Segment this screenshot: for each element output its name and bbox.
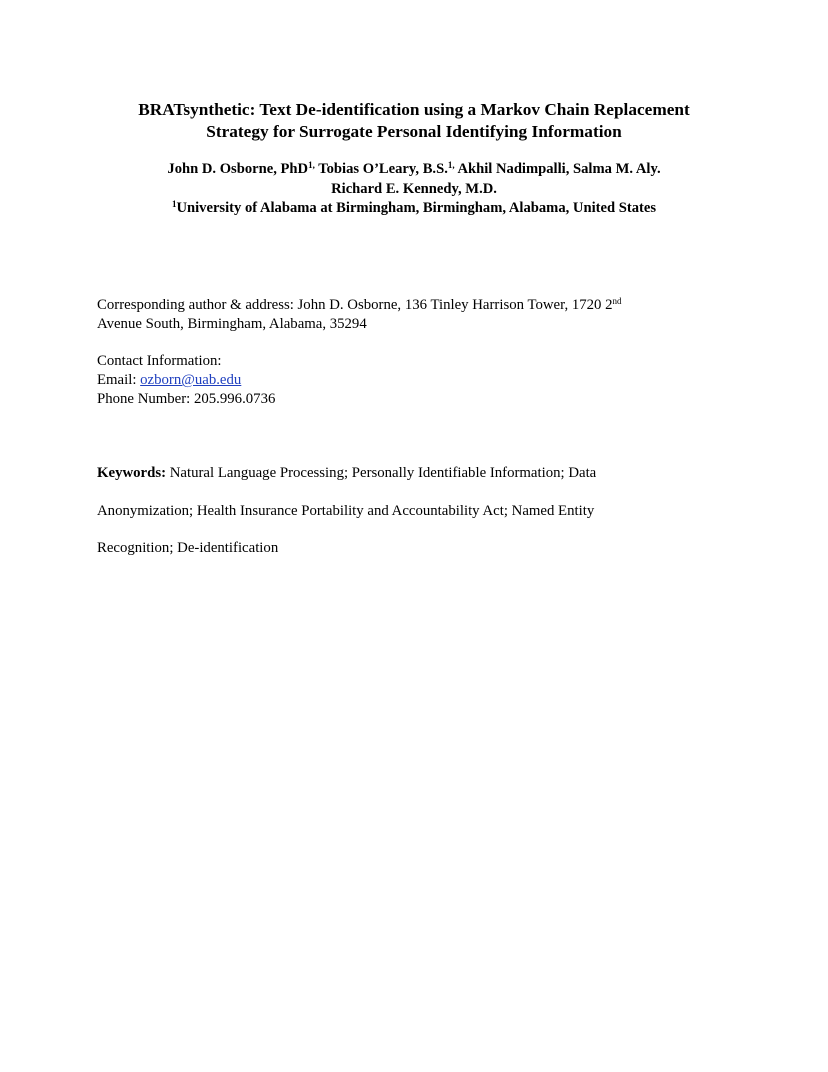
corresponding-author-block <box>97 296 737 334</box>
keywords-line-1 <box>97 464 737 483</box>
author-kennedy: Richard E. Kennedy, M.D. <box>331 180 497 197</box>
author-nadimpalli-aly: Akhil Nadimpalli, Salma M. Aly. <box>454 161 661 177</box>
title-line-1: BRATsynthetic: Text De-identification using a Markov Chain Replacement <box>138 100 690 119</box>
keywords-line-2: Anonymization; Health Insurance Portability and Accountability Act; Named Entity <box>97 502 595 519</box>
email-line <box>97 371 737 390</box>
keywords-block <box>97 464 737 577</box>
contact-block <box>97 352 737 409</box>
paper-title <box>0 99 828 143</box>
title-line-2: Strategy for Surrogate Personal Identifying Information <box>206 122 622 141</box>
author-osborne-affil-mark: 1, <box>308 160 315 170</box>
affiliation <box>0 199 828 219</box>
author-oleary: Tobias O’Leary, B.S. <box>314 161 448 177</box>
author-block <box>0 160 828 219</box>
author-osborne: John D. Osborne, PhD <box>167 161 309 177</box>
keywords-label: Keywords: <box>97 465 167 481</box>
author-line-2 <box>0 180 828 200</box>
keywords-line-3: Recognition; De-identification <box>97 540 279 556</box>
phone-line: Phone Number: 205.996.0736 <box>97 391 276 407</box>
corresponding-line-2: Avenue South, Birmingham, Alabama, 35294 <box>97 316 367 332</box>
corresponding-line-1 <box>97 296 737 315</box>
contact-heading: Contact Information: <box>97 353 222 369</box>
email-link[interactable]: ozborn@uab.edu <box>140 372 242 388</box>
affiliation-text: University of Alabama at Birmingham, Birmingham, Alabama, United States <box>176 200 657 216</box>
author-oleary-affil-mark: 1, <box>447 160 455 170</box>
author-line-1 <box>0 160 828 180</box>
ordinal-suffix: nd <box>612 296 622 306</box>
affiliation-mark: 1 <box>171 199 177 209</box>
keywords-text-1: Natural Language Processing; Personally Identifiable Information; Data <box>166 465 597 481</box>
email-label: Email: <box>97 372 141 388</box>
corresponding-text-1: Corresponding author & address: John D. Osborne, 136 Tinley Harrison Tower, 1720 2 <box>97 297 613 313</box>
